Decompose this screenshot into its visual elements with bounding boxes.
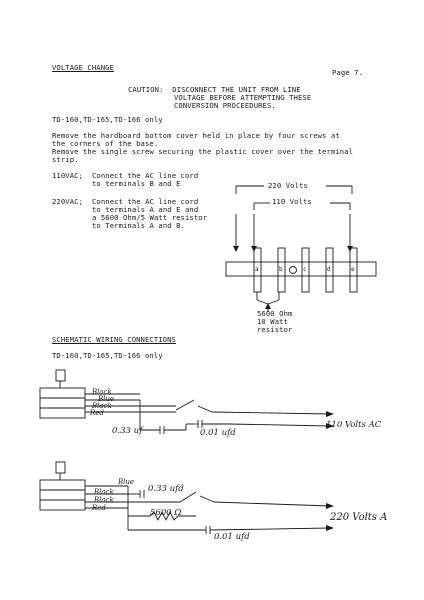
schematic-models-line: TD-160,TD-165,TD-166 only bbox=[52, 351, 163, 360]
fig1-wire-4: Red bbox=[90, 409, 104, 417]
instruction-line-2: the corners of the base. bbox=[52, 139, 159, 148]
resistor-label-1: 5600 Ohm bbox=[257, 309, 293, 318]
fig2-cap-1: 0.33 ufd bbox=[148, 484, 184, 494]
vac110-label: 110VAC; bbox=[52, 171, 83, 180]
terminal-a-label: a bbox=[255, 266, 259, 273]
terminal-d-label: d bbox=[327, 266, 331, 273]
resistor-label-2: 10 Watt bbox=[257, 317, 288, 326]
terminal-c-label: c bbox=[303, 266, 307, 273]
models-line: TD-160,TD-165,TD-166 only bbox=[52, 115, 163, 124]
terminal-e-label: e bbox=[351, 266, 355, 273]
instruction-line-4: strip. bbox=[52, 155, 79, 164]
fig1-output-label: 110 Volts AC bbox=[326, 420, 382, 430]
section-title: VOLTAGE CHANGE bbox=[52, 63, 114, 72]
label-110-volts: 110 Volts bbox=[272, 197, 312, 206]
fig2-wire-1: Blue bbox=[118, 478, 135, 486]
label-220-volts: 220 Volts bbox=[268, 181, 308, 190]
instruction-line-3: Remove the single screw securing the plastic cover over the terminal bbox=[52, 147, 354, 156]
vac220-line-3: a 5600 Ohm/5 Watt resistor bbox=[92, 213, 208, 222]
vac110-line-1: Connect the AC line cord bbox=[92, 171, 199, 180]
vac220-line-4: to Terminals A and B. bbox=[92, 221, 185, 230]
page-number: Page 7. bbox=[332, 68, 363, 77]
fig2-wire-3: Black bbox=[94, 496, 114, 504]
terminal-b-label: b bbox=[279, 266, 283, 273]
caution-line-3: CONVERSION PROCEEDURES. bbox=[174, 101, 276, 110]
fig1-wire-1: Black bbox=[92, 388, 112, 396]
vac110-line-2: to terminals B and E bbox=[92, 179, 181, 188]
fig2-cap-2: 0.01 ufd bbox=[214, 532, 250, 542]
fig2-resistor: 5600 Ω bbox=[150, 508, 182, 518]
instruction-line-1: Remove the hardboard bottom cover held in place by four screws at bbox=[52, 131, 340, 140]
resistor-label-3: resistor bbox=[257, 325, 293, 334]
vac220-line-2: to terminals A and E and bbox=[92, 205, 199, 214]
fig1-cap-2: 0.01 ufd bbox=[200, 428, 236, 438]
fig2-wire-4: Red bbox=[92, 504, 106, 512]
fig2-wire-2: Black bbox=[94, 488, 114, 496]
schematic-title: SCHEMATIC WIRING CONNECTIONS bbox=[52, 335, 176, 344]
caution-line-1: CAUTION: DISCONNECT THE UNIT FROM LINE bbox=[128, 85, 301, 94]
vac220-line-1: Connect the AC line cord bbox=[92, 197, 199, 206]
fig1-cap-1: 0.33 uf bbox=[112, 426, 143, 436]
fig2-output-label: 220 Volts A bbox=[330, 512, 388, 523]
fig1-wire-2: Blue bbox=[98, 395, 115, 403]
fig1-wire-3: Black bbox=[92, 402, 112, 410]
vac220-label: 220VAC; bbox=[52, 197, 83, 206]
caution-line-2: VOLTAGE BEFORE ATTEMPTING THESE bbox=[174, 93, 312, 102]
